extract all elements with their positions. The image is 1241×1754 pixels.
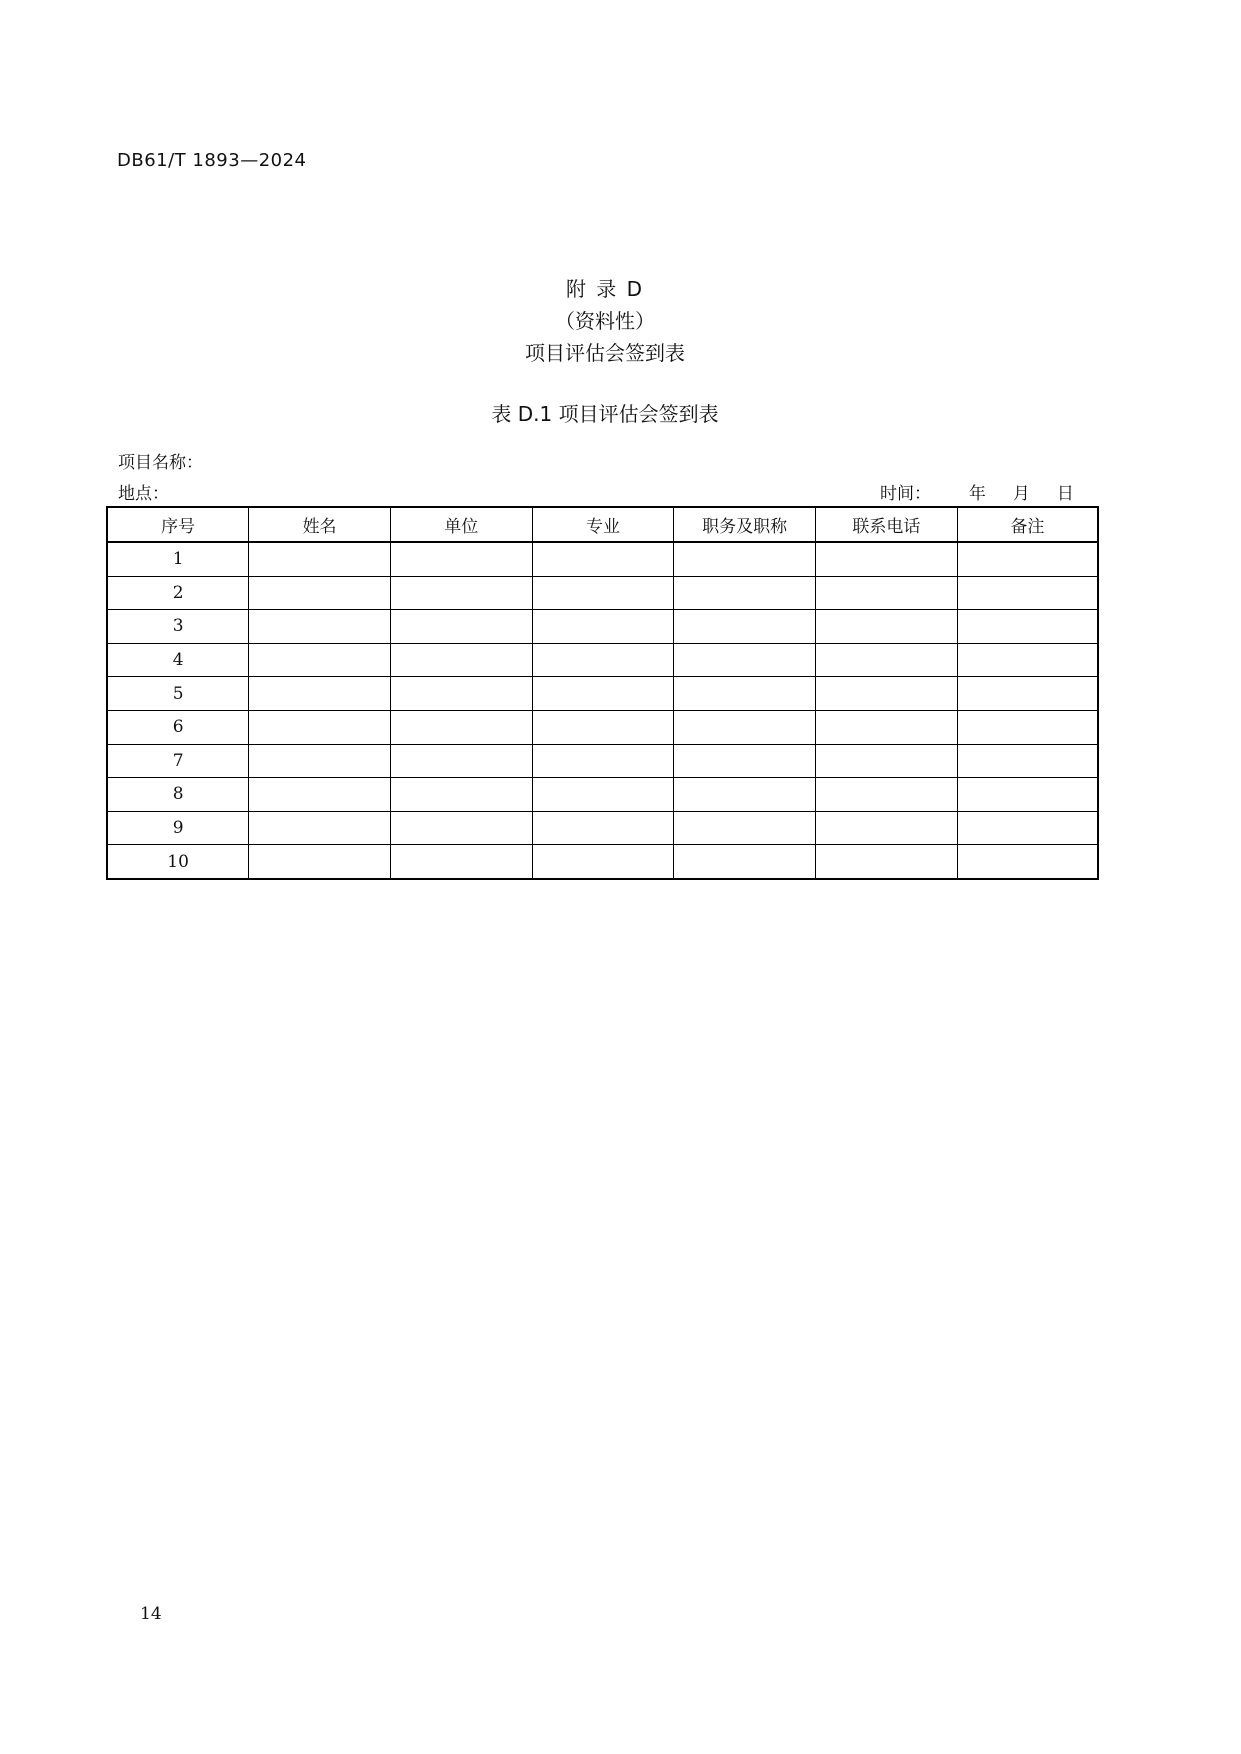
blank-cell <box>816 643 958 677</box>
blank-cell <box>816 610 958 644</box>
table-header-row <box>107 507 1098 542</box>
blank-cell <box>390 643 532 677</box>
column-header-remarks: 备注 <box>957 507 1098 542</box>
table-row <box>107 744 1098 778</box>
row-index-cell: 5 <box>107 677 249 711</box>
blank-cell <box>532 677 674 711</box>
table-row <box>107 811 1098 845</box>
table-row <box>107 610 1098 644</box>
blank-cell <box>249 677 391 711</box>
table-caption: 表 D.1 项目评估会签到表 <box>491 402 719 426</box>
blank-cell <box>249 744 391 778</box>
blank-cell <box>674 610 816 644</box>
project-name-label: 项目名称： <box>118 453 203 473</box>
blank-cell <box>816 845 958 879</box>
table-row <box>107 778 1098 812</box>
column-header-name: 姓名 <box>249 507 391 542</box>
blank-cell <box>390 811 532 845</box>
blank-cell <box>532 811 674 845</box>
blank-cell <box>957 811 1098 845</box>
blank-cell <box>957 778 1098 812</box>
column-header-phone: 联系电话 <box>816 507 958 542</box>
column-header-organization: 单位 <box>390 507 532 542</box>
blank-cell <box>249 710 391 744</box>
blank-cell <box>957 845 1098 879</box>
appendix-subtitle: （资料性） <box>555 309 655 333</box>
blank-cell <box>674 677 816 711</box>
blank-cell <box>816 710 958 744</box>
blank-cell <box>532 710 674 744</box>
table-row <box>107 710 1098 744</box>
blank-cell <box>674 811 816 845</box>
column-header-specialty: 专业 <box>532 507 674 542</box>
blank-cell <box>674 778 816 812</box>
row-index-cell: 9 <box>107 811 249 845</box>
blank-cell <box>390 542 532 576</box>
blank-cell <box>390 576 532 610</box>
blank-cell <box>816 576 958 610</box>
blank-cell <box>249 542 391 576</box>
row-index-cell: 7 <box>107 744 249 778</box>
blank-cell <box>957 643 1098 677</box>
time-label: 时间： 年 月 日 <box>880 484 1074 504</box>
blank-cell <box>390 710 532 744</box>
row-index-cell: 8 <box>107 778 249 812</box>
blank-cell <box>674 542 816 576</box>
blank-cell <box>532 610 674 644</box>
row-index-cell: 6 <box>107 710 249 744</box>
appendix-title: 附 录 D <box>565 277 645 301</box>
blank-cell <box>532 643 674 677</box>
column-header-index: 序号 <box>107 507 249 542</box>
row-index-cell: 4 <box>107 643 249 677</box>
blank-cell <box>674 643 816 677</box>
blank-cell <box>674 576 816 610</box>
document-code: DB61/T 1893—2024 <box>117 150 307 171</box>
blank-cell <box>532 744 674 778</box>
blank-cell <box>674 845 816 879</box>
sign-in-table <box>106 506 1099 880</box>
blank-cell <box>816 811 958 845</box>
blank-cell <box>532 576 674 610</box>
blank-cell <box>957 710 1098 744</box>
blank-cell <box>816 744 958 778</box>
blank-cell <box>390 610 532 644</box>
column-header-title: 职务及职称 <box>674 507 816 542</box>
blank-cell <box>249 778 391 812</box>
blank-cell <box>674 744 816 778</box>
blank-cell <box>816 677 958 711</box>
appendix-name: 项目评估会签到表 <box>525 341 685 365</box>
blank-cell <box>816 778 958 812</box>
blank-cell <box>957 542 1098 576</box>
row-index-cell: 2 <box>107 576 249 610</box>
place-label: 地点： <box>118 484 169 504</box>
blank-cell <box>390 778 532 812</box>
blank-cell <box>532 778 674 812</box>
table-row <box>107 542 1098 576</box>
blank-cell <box>249 643 391 677</box>
row-index-cell: 3 <box>107 610 249 644</box>
blank-cell <box>816 542 958 576</box>
blank-cell <box>532 845 674 879</box>
blank-cell <box>390 744 532 778</box>
row-index-cell: 10 <box>107 845 249 879</box>
page-number: 14 <box>140 1604 162 1624</box>
table-row <box>107 576 1098 610</box>
blank-cell <box>957 677 1098 711</box>
blank-cell <box>957 610 1098 644</box>
row-index-cell: 1 <box>107 542 249 576</box>
blank-cell <box>957 576 1098 610</box>
blank-cell <box>249 576 391 610</box>
blank-cell <box>532 542 674 576</box>
blank-cell <box>390 677 532 711</box>
table-row <box>107 643 1098 677</box>
blank-cell <box>390 845 532 879</box>
blank-cell <box>249 811 391 845</box>
table-row <box>107 677 1098 711</box>
blank-cell <box>674 710 816 744</box>
blank-cell <box>249 610 391 644</box>
table-row <box>107 845 1098 879</box>
blank-cell <box>957 744 1098 778</box>
blank-cell <box>249 845 391 879</box>
